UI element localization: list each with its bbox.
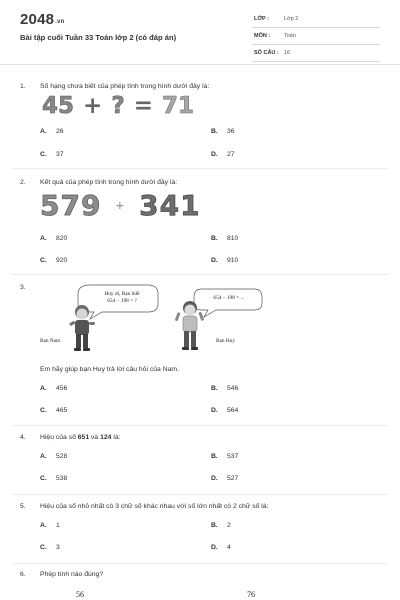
art-operator: + [83, 93, 103, 119]
option-a[interactable]: A. 456 [40, 385, 68, 392]
question-text: Phép tính nào đúng? [40, 571, 104, 578]
question-number: 1. [20, 83, 26, 90]
meta-value: Toán [284, 33, 296, 39]
equation-art [42, 92, 194, 120]
option-a[interactable]: A. 26 [40, 128, 64, 135]
site-logo[interactable]: 2048.vn [20, 11, 65, 28]
art-number: 71 [161, 93, 194, 119]
equation-art [40, 189, 201, 223]
name-label-huy: Bạn Huy [216, 338, 235, 344]
option-b[interactable]: B. 36 [211, 128, 235, 135]
meta-value: Lớp 2 [284, 16, 299, 22]
option-b[interactable]: B. 2 [211, 522, 231, 529]
question-divider [12, 274, 388, 275]
question-text: Kết quả của phép tính trong hình dưới đây là: [40, 179, 178, 186]
art-operator: + [115, 199, 126, 212]
option-c[interactable]: C. 538 [40, 475, 68, 482]
question-number: 4. [20, 434, 26, 441]
option-a[interactable]: A. 820 [40, 235, 68, 242]
partial-number-right: 76 [247, 590, 255, 599]
option-c[interactable]: C. 37 [40, 151, 64, 158]
option-b[interactable]: B. 546 [211, 385, 239, 392]
art-unknown: ? [111, 93, 125, 119]
document-title: Bài tập cuối Tuần 33 Toán lớp 2 (có đáp án) [20, 33, 177, 42]
speech-bubble-right [194, 289, 262, 317]
header-divider [0, 64, 400, 65]
question-text: Hiệu của số 651 và 124 là: [40, 434, 121, 441]
option-d[interactable]: D. 4 [211, 544, 231, 551]
question-number: 2. [20, 179, 26, 186]
meta-label: MÔN : [254, 33, 271, 39]
question-text: Em hãy giúp bạn Huy trả lời câu hỏi của Nam. [40, 366, 179, 373]
option-c[interactable]: C. 3 [40, 544, 60, 551]
question-text: Số hạng chưa biết của phép tính trong hình dưới đây là: [40, 83, 210, 90]
header [0, 0, 400, 62]
option-d[interactable]: D. 27 [211, 151, 235, 158]
question-text: Hiệu của số nhỏ nhất có 3 chữ số khác nhau với số lớn nhất có 2 chữ số là: [40, 503, 269, 510]
option-d[interactable]: D. 564 [211, 407, 239, 414]
question-divider [12, 563, 388, 564]
speech-text-right: 654 − 198 = ... [213, 295, 245, 301]
meta-row-class [252, 14, 380, 28]
art-number: 341 [139, 189, 201, 222]
meta-value: 16 [284, 50, 291, 56]
question-number: 5. [20, 503, 26, 510]
option-a[interactable]: A. 1 [40, 522, 60, 529]
question-divider [12, 425, 388, 426]
meta-panel [252, 14, 380, 65]
question-divider [12, 494, 388, 495]
meta-row-count [252, 48, 380, 62]
option-b[interactable]: B. 537 [211, 453, 239, 460]
name-label-nam: Bạn Nam [40, 338, 61, 344]
question-number: 6. [20, 571, 26, 578]
meta-row-subject [252, 31, 380, 45]
question-divider [12, 168, 388, 169]
partial-number-left: 56 [76, 590, 84, 599]
option-a[interactable]: A. 528 [40, 453, 68, 460]
option-b[interactable]: B. 810 [211, 235, 239, 242]
speech-text-left: Huy ơi, Bạn biết 654 − 198 = ? [104, 291, 140, 304]
art-operator: = [133, 93, 153, 119]
art-number: 579 [40, 189, 102, 222]
meta-label: LỚP : [254, 16, 269, 22]
option-d[interactable]: D. 527 [211, 475, 239, 482]
option-c[interactable]: C. 920 [40, 257, 68, 264]
question-number: 3. [20, 284, 26, 291]
meta-label: SỐ CÂU : [254, 50, 279, 56]
art-number: 45 [42, 93, 75, 119]
option-d[interactable]: D. 910 [211, 257, 239, 264]
option-c[interactable]: C. 465 [40, 407, 68, 414]
